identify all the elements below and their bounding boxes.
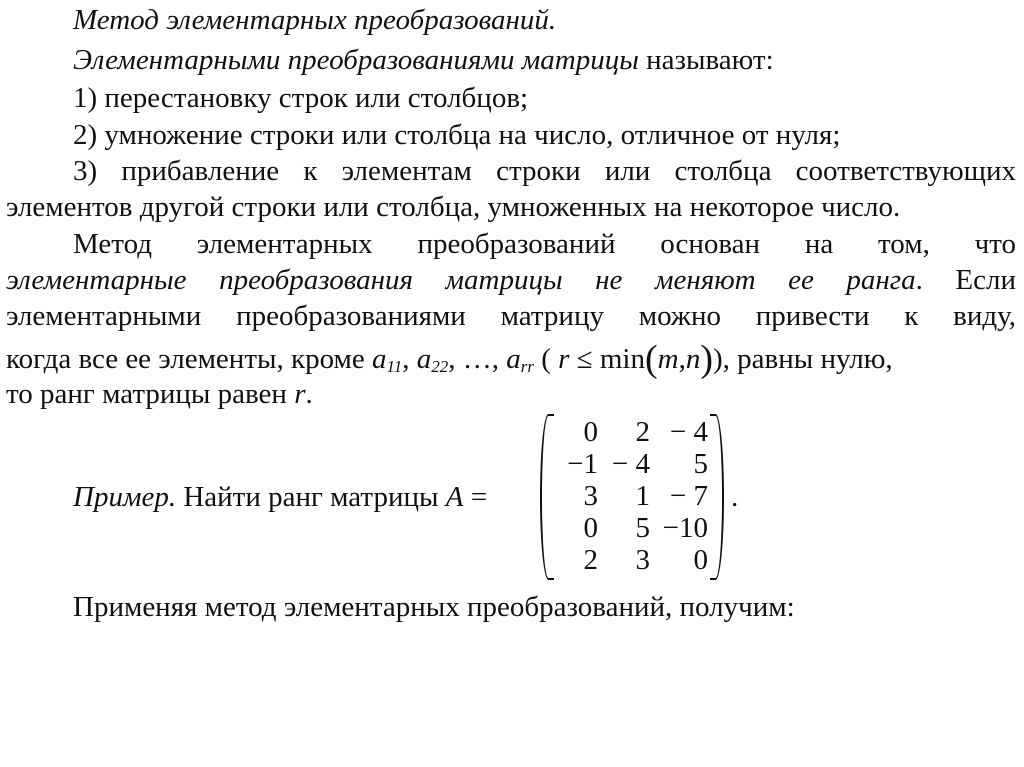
matrix-cell: −10	[662, 512, 708, 544]
matrix-cell: 0	[583, 416, 598, 448]
matrix-a	[540, 414, 724, 580]
example-line: Пример. Найти ранг матрицы A =	[73, 481, 488, 513]
matrix-cell: 5	[635, 512, 650, 544]
method-line-5: то ранг матрицы равен r.	[6, 378, 313, 410]
list-item: 2) умножение строки или столбца на число, отличное от нуля;	[73, 119, 841, 151]
matrix-cell: 5	[693, 448, 708, 480]
matrix-name: A	[445, 481, 464, 513]
matrix-row	[554, 544, 710, 576]
section-heading: Метод элементарных преобразований.	[73, 4, 557, 36]
list-item-continuation: элементов другой строки или столбца, умноженных на некоторое число.	[6, 191, 901, 223]
matrix-cell: 2	[635, 416, 650, 448]
method-line-1: Метод элементарных преобразований основан на том, что	[73, 228, 1016, 260]
matrix-cell: − 7	[669, 480, 708, 512]
matrix-row	[554, 512, 710, 544]
matrix-row	[554, 416, 710, 448]
definition-line	[73, 46, 774, 75]
matrix-cell: 0	[583, 512, 598, 544]
matrix-row	[554, 448, 710, 480]
matrix-cell: 0	[693, 544, 708, 576]
method-line-3: элементарными преобразованиями матрицу можно привести к виду,	[6, 300, 1016, 332]
matrix-cell: 1	[635, 480, 650, 512]
matrix-cell: 3	[583, 480, 598, 512]
right-parenthesis	[710, 414, 724, 580]
method-line-2: элементарные преобразования матрицы не меняют ее ранга. Если	[6, 264, 1016, 296]
matrix-row	[554, 480, 710, 512]
matrix-cell: − 4	[669, 416, 708, 448]
left-parenthesis	[540, 414, 554, 580]
definition-term: Элементарными преобразованиями матрицы	[73, 44, 639, 76]
definition-rest: называют:	[638, 44, 774, 76]
list-item: 1) перестановку строк или столбцов;	[73, 82, 529, 114]
matrix-period: .	[731, 481, 739, 513]
method-statement: элементарные преобразования матрицы не меняют ее ранга	[6, 264, 916, 296]
matrix-cell: 2	[583, 544, 598, 576]
matrix-cell: −1	[567, 448, 598, 480]
conclusion-line: Применяя метод элементарных преобразований, получим:	[73, 591, 795, 623]
list-item: 3) прибавление к элементам строки или столбца соответствующих	[73, 155, 1016, 187]
matrix-cell: − 4	[611, 448, 650, 480]
example-label: Пример.	[73, 481, 177, 513]
method-line-4: когда все ее элементы, кроме $a_{11}$, $a_{22}$, …, $a_{rr}$ ( r ≤ min(m,n)), равны нулю,	[6, 338, 893, 380]
matrix-cell: 3	[635, 544, 650, 576]
